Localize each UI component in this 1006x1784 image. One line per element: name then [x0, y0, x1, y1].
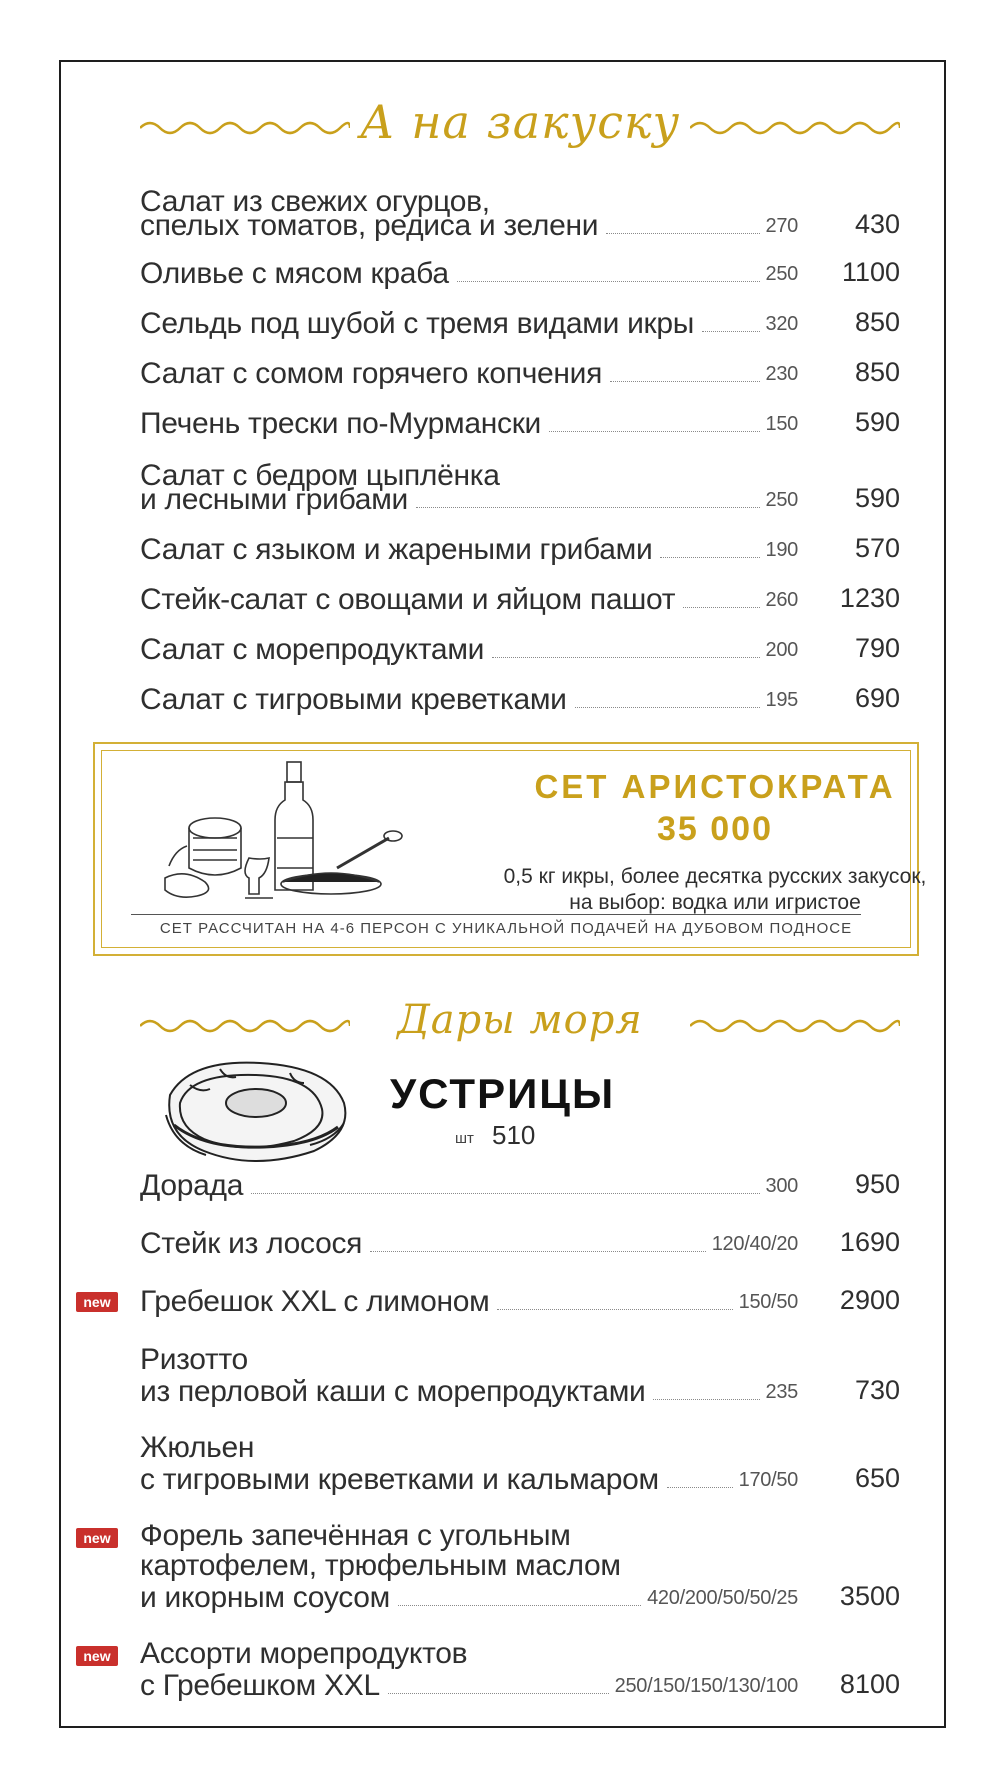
dish-name-line: и икорным соусом: [140, 1581, 390, 1614]
wave-ornament-right: [690, 116, 900, 140]
set-desc-line: 0,5 кг икры, более десятка русских закусок,: [503, 865, 927, 888]
dish-weight: 250: [765, 263, 798, 285]
menu-item: [140, 1343, 900, 1408]
set-price: 35 000: [657, 810, 773, 848]
dish-name-line: Салат с тигровыми креветками: [140, 683, 567, 716]
dot-leader: [457, 280, 760, 282]
dot-leader: [575, 706, 760, 708]
dish-price: 790: [854, 633, 900, 663]
dish-name-line: Салат с сомом горячего копчения: [140, 357, 603, 390]
menu-item: [140, 533, 900, 566]
set-note: СЕТ РАССЧИТАН НА 4-6 ПЕРСОН С УНИКАЛЬНОЙ ПОДАЧЕЙ НА ДУБОВОМ ПОДНОСЕ: [159, 920, 853, 937]
menu-item: [140, 1431, 900, 1496]
set-title: СЕТ АРИСТОКРАТА: [534, 768, 896, 805]
dish-price: 1100: [841, 257, 900, 287]
dish-weight: 150/50: [738, 1291, 798, 1313]
dish-price: 1690: [839, 1227, 900, 1257]
dish-name-line: Сельдь под шубой с тремя видами икры: [140, 307, 695, 340]
menu-item: [140, 459, 900, 516]
dish-price: 850: [854, 357, 900, 387]
dish-weight: 235: [765, 1381, 798, 1403]
dish-name-line: с Гребешком XXL: [140, 1669, 380, 1702]
dish-weight: 195: [765, 689, 798, 711]
menu-item: [140, 407, 900, 440]
dish-weight: 420/200/50/50/25: [647, 1587, 798, 1609]
dish-price: 8100: [839, 1669, 900, 1699]
set-desc-line: на выбор: водка или игристое: [569, 891, 861, 914]
seafood-header: [140, 990, 900, 1060]
dish-name-line: Салат с языком и жареными грибами: [140, 533, 653, 566]
dish-name-line: Гребешок XXL с лимоном: [140, 1285, 490, 1318]
oysters-price: 510: [492, 1120, 536, 1150]
dot-leader: [549, 430, 760, 432]
dish-name-line: Салат из свежих огурцов,: [140, 185, 490, 218]
menu-item: [140, 1286, 900, 1316]
menu-item: [140, 257, 900, 290]
dish-weight: 120/40/20: [711, 1233, 798, 1255]
menu-item: [140, 1519, 900, 1614]
dish-price: 3500: [839, 1581, 900, 1611]
dot-leader: [667, 1486, 733, 1488]
wave-ornament-left: [140, 1014, 350, 1038]
dish-name-line: из перловой каши с морепродуктами: [140, 1375, 646, 1408]
set-description: [475, 864, 955, 916]
dish-price: 1230: [839, 583, 900, 613]
section-title: Дары моря: [397, 997, 643, 1043]
vodka-caviar-illustration: [157, 758, 407, 908]
dish-price: 570: [854, 533, 900, 563]
dish-name-line: картофелем, трюфельным маслом: [140, 1549, 621, 1582]
dish-name-line: и лесными грибами: [140, 483, 408, 516]
menu-item: [140, 1170, 900, 1200]
dish-price: 590: [854, 483, 900, 513]
dish-name-line: Форель запечённая с угольным: [140, 1519, 571, 1552]
wave-ornament-right: [690, 1014, 900, 1038]
dish-name-line: Ассорти морепродуктов: [140, 1637, 468, 1670]
dish-name-line: Ризотто: [140, 1343, 248, 1376]
dot-leader: [606, 232, 759, 234]
dish-name-line: Печень трески по-Мурмански: [140, 407, 541, 440]
dot-leader: [398, 1604, 641, 1606]
dot-leader: [416, 506, 760, 508]
dish-name-line: спелых томатов, редиса и зелени: [140, 209, 599, 242]
dish-weight: 300: [765, 1175, 798, 1197]
dish-name-line: Салат с бедром цыплёнка: [140, 459, 500, 492]
dot-leader: [497, 1308, 732, 1310]
section-title: А на закуску: [359, 95, 681, 149]
wave-ornament-left: [140, 116, 350, 140]
dot-leader: [653, 1398, 759, 1400]
dot-leader: [251, 1192, 759, 1194]
new-badge: new: [76, 1646, 118, 1666]
menu-item: [140, 633, 900, 666]
new-badge: new: [76, 1292, 118, 1312]
dot-leader: [388, 1692, 609, 1694]
dish-weight: 260: [765, 589, 798, 611]
dish-name-line: Жюльен: [140, 1431, 255, 1464]
dot-leader: [702, 330, 760, 332]
dish-name-line: Оливье с мясом краба: [140, 257, 449, 290]
oysters-title: УСТРИЦЫ: [390, 1070, 616, 1117]
dish-price: 650: [854, 1463, 900, 1493]
dish-price: 2900: [839, 1285, 900, 1315]
dish-weight: 150: [765, 413, 798, 435]
dish-weight: 200: [765, 639, 798, 661]
dish-weight: 230: [765, 363, 798, 385]
dish-name-line: Салат с морепродуктами: [140, 633, 485, 666]
aristocrat-set-box: [93, 742, 927, 956]
dot-leader: [683, 606, 759, 608]
dish-price: 730: [854, 1375, 900, 1405]
dish-weight: 270: [765, 215, 798, 237]
dot-leader: [660, 556, 759, 558]
appetizers-header: [140, 92, 900, 162]
new-badge: new: [76, 1528, 118, 1548]
dot-leader: [492, 656, 759, 658]
dish-price: 590: [854, 407, 900, 437]
dish-weight: 170/50: [738, 1469, 798, 1491]
dish-price: 690: [854, 683, 900, 713]
dot-leader: [610, 380, 759, 382]
dish-weight: 320: [765, 313, 798, 335]
divider: [131, 914, 861, 915]
oysters-unit: шт: [455, 1130, 474, 1147]
dot-leader: [370, 1250, 706, 1252]
menu-item: [140, 1637, 900, 1702]
dish-name-line: Стейк-салат с овощами и яйцом пашот: [140, 583, 676, 616]
menu-item: [140, 1228, 900, 1258]
dish-price: 430: [854, 209, 900, 239]
oyster-illustration: [160, 1055, 350, 1165]
dish-name-line: Стейк из лосося: [140, 1227, 363, 1260]
dish-name-line: Дорада: [140, 1169, 244, 1202]
dish-weight: 250: [765, 489, 798, 511]
menu-item: [140, 307, 900, 340]
menu-item: [140, 357, 900, 390]
menu-item: [140, 185, 900, 242]
menu-item: [140, 683, 900, 716]
dish-weight: 250/150/150/130/100: [614, 1675, 798, 1697]
dish-price: 950: [854, 1169, 900, 1199]
dish-name-line: с тигровыми креветками и кальмаром: [140, 1463, 659, 1496]
dish-weight: 190: [765, 539, 798, 561]
menu-item: [140, 583, 900, 616]
dish-price: 850: [854, 307, 900, 337]
